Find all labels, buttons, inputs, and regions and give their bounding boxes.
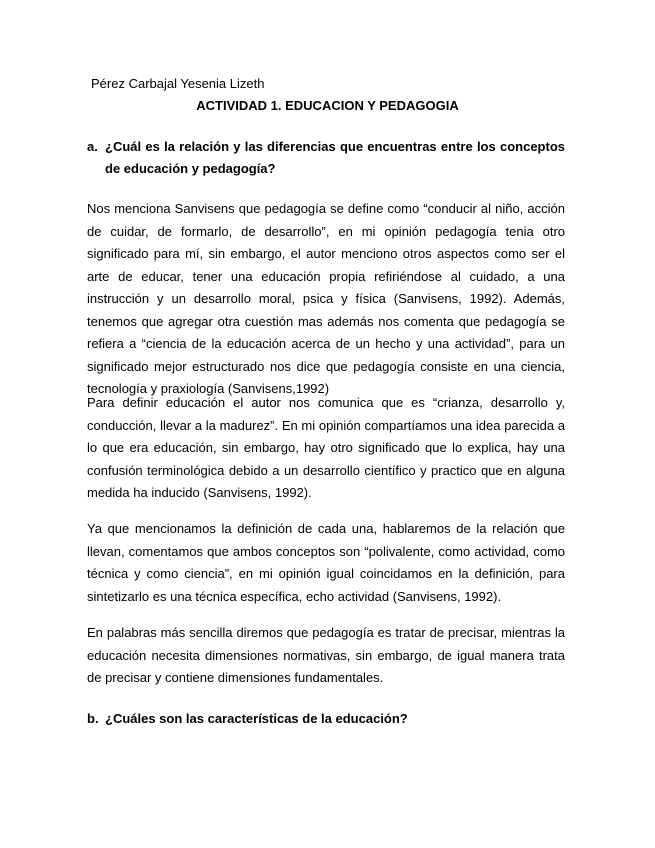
paragraph-3: Ya que mencionamos la definición de cada una, hablaremos de la relación que llevan, comentamos que ambos conceptos son “polivalente, como actividad, como técnica y como ciencia”, en mi opinión igual coincidamos en la definición, para sintetizarlo es una técnica específica, echo actividad (Sanvisens, 1992). [87, 521, 565, 604]
question-b-label: b. [87, 711, 99, 726]
question-b-text: ¿Cuáles son las características de la educación? [105, 711, 408, 726]
question-a-label: a. [87, 139, 98, 154]
author-name: Pérez Carbajal Yesenia Lizeth [91, 76, 265, 91]
question-b [87, 708, 565, 730]
paragraph-4: En palabras más sencilla diremos que pedagogía es tratar de precisar, mientras la educación necesita dimensiones normativas, sin embargo, de igual manera trata de precisar y contiene dimensiones fundamentales. [87, 625, 565, 685]
document-title: ACTIVIDAD 1. EDUCACION Y PEDAGOGIA [196, 98, 459, 113]
paragraph-2: Para definir educación el autor nos comunica que es “crianza, desarrollo y, conducción, llevar a la madurez”. En mi opinión compartíamos una idea parecida a lo que era educación, sin embargo, hay otro significado que lo explica, hay una confusión terminológica debido a un desarrollo científico y practico que en alguna medida ha inducido (Sanvisens, 1992). [87, 395, 565, 500]
question-a-text: ¿Cuál es la relación y las diferencias que encuentras entre los conceptos de educación y pedagogía? [105, 139, 565, 176]
question-a [87, 136, 565, 180]
paragraph-1: Nos menciona Sanvisens que pedagogía se define como “conducir al niño, acción de cuidar, de formarlo, de desarrollo”, en mi opinión pedagogía tenia otro significado para mí, sin embargo, el autor menciono otros aspectos como ser el arte de educar, tener una educación propia refiriéndose al cuidado, a una instrucción y un desarrollo moral, psica y física (Sanvisens, 1992). Además, tenemos que agregar otra cuestión mas además nos comenta que pedagogía se refiera a “ciencia de la educación acerca de un hecho y una actividad”, para un significado mejor estructurado nos dice que pedagogía consiste en una ciencia, tecnología y praxiología (Sanvisens,1992) [87, 201, 565, 396]
